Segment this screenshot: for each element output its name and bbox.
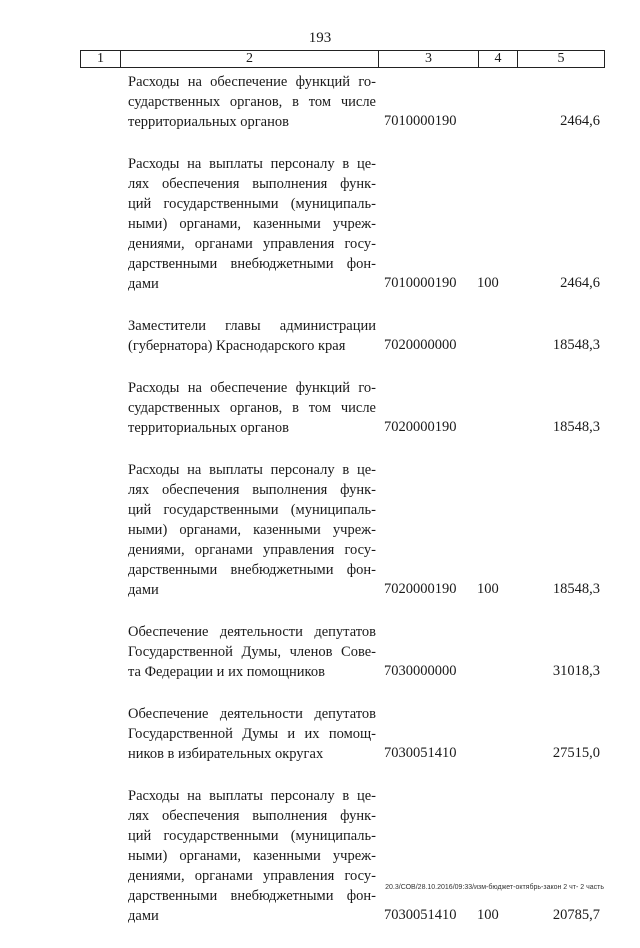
- description-line: дениями, органами управления госу-: [128, 542, 376, 558]
- row-code: 7010000190: [384, 275, 457, 291]
- description-line: Расходы на выплаты персоналу в це-: [128, 462, 376, 478]
- description-line: ций государственными (муниципаль-: [128, 196, 376, 212]
- description-line: дениями, органами управления госу-: [128, 868, 376, 884]
- description-line: дами: [128, 908, 159, 924]
- description-line: сударственных органов, в том числе: [128, 400, 376, 416]
- description-line: та Федерации и их помощников: [128, 664, 325, 680]
- row-amount: 18548,3: [552, 419, 600, 435]
- row-expense-type: 100: [477, 275, 499, 291]
- header-col-2: 2: [121, 51, 379, 67]
- document-footer: 20.3/СОВ/28.10.2016/09:33/изм-бюджет-октябрь-закон 2 чт- 2 часть: [385, 884, 604, 891]
- table-row: [0, 316, 640, 378]
- description-line: ций государственными (муниципаль-: [128, 828, 376, 844]
- row-description: [128, 378, 376, 438]
- table-body: [0, 72, 640, 948]
- header-col-3: 3: [379, 51, 479, 67]
- description-line: лях обеспечения выполнения функ-: [128, 808, 376, 824]
- table-row: [0, 154, 640, 316]
- description-line: сударственных органов, в том числе: [128, 94, 376, 110]
- description-line: Расходы на обеспечение функций го-: [128, 74, 376, 90]
- row-description: [128, 622, 376, 682]
- table-header-row: [80, 50, 605, 68]
- row-description: [128, 704, 376, 764]
- row-description: [128, 154, 376, 294]
- description-line: дами: [128, 582, 159, 598]
- description-line: дами: [128, 276, 159, 292]
- description-line: Заместители главы администрации: [128, 318, 376, 334]
- description-line: ников в избирательных округах: [128, 746, 324, 762]
- description-line: Обеспечение деятельности депутатов: [128, 706, 376, 722]
- description-line: ными) органами, казенными учреж-: [128, 522, 376, 538]
- header-col-5: 5: [557, 51, 565, 66]
- row-amount: 18548,3: [552, 337, 600, 353]
- row-amount: 18548,3: [552, 581, 600, 597]
- header-col-4: 4: [479, 51, 518, 67]
- description-line: (губернатора) Краснодарского края: [128, 338, 346, 354]
- row-expense-type: 100: [477, 907, 499, 923]
- row-code: 7020000190: [384, 419, 457, 435]
- description-line: дарственными внебюджетными фон-: [128, 888, 376, 904]
- table-row: [0, 704, 640, 786]
- row-description: [128, 316, 376, 356]
- row-amount: 31018,3: [552, 663, 600, 679]
- description-line: Государственной Думы и их помощ-: [128, 726, 376, 742]
- row-code: 7030000000: [384, 663, 457, 679]
- row-code: 7030051410: [384, 907, 457, 923]
- row-code: 7010000190: [384, 113, 457, 129]
- row-amount: 2464,6: [560, 113, 600, 129]
- table-row: [0, 72, 640, 154]
- row-expense-type: 100: [477, 581, 499, 597]
- description-line: Расходы на выплаты персоналу в це-: [128, 156, 376, 172]
- description-line: Расходы на выплаты персоналу в це-: [128, 788, 376, 804]
- row-amount: 20785,7: [552, 907, 600, 923]
- description-line: Государственной Думы, членов Сове-: [128, 644, 376, 660]
- description-line: дарственными внебюджетными фон-: [128, 256, 376, 272]
- row-amount: 2464,6: [560, 275, 600, 291]
- description-line: Расходы на обеспечение функций го-: [128, 380, 376, 396]
- description-line: лях обеспечения выполнения функ-: [128, 482, 376, 498]
- description-line: ными) органами, казенными учреж-: [128, 216, 376, 232]
- table-row: [0, 622, 640, 704]
- description-line: дениями, органами управления госу-: [128, 236, 376, 252]
- row-description: [128, 460, 376, 600]
- table-row: [0, 378, 640, 460]
- description-line: территориальных органов: [128, 114, 289, 130]
- description-line: ций государственными (муниципаль-: [128, 502, 376, 518]
- page-number: 193: [308, 30, 332, 46]
- description-line: ными) органами, казенными учреж-: [128, 848, 376, 864]
- description-line: территориальных органов: [128, 420, 289, 436]
- row-code: 7020000190: [384, 581, 457, 597]
- table-row: [0, 786, 640, 948]
- description-line: дарственными внебюджетными фон-: [128, 562, 376, 578]
- header-col-1: 1: [81, 51, 121, 67]
- row-code: 7030051410: [384, 745, 457, 761]
- row-description: [128, 786, 376, 926]
- table-row: [0, 460, 640, 622]
- row-amount: 27515,0: [552, 745, 600, 761]
- description-line: Обеспечение деятельности депутатов: [128, 624, 376, 640]
- description-line: лях обеспечения выполнения функ-: [128, 176, 376, 192]
- row-code: 7020000000: [384, 337, 457, 353]
- row-description: [128, 72, 376, 132]
